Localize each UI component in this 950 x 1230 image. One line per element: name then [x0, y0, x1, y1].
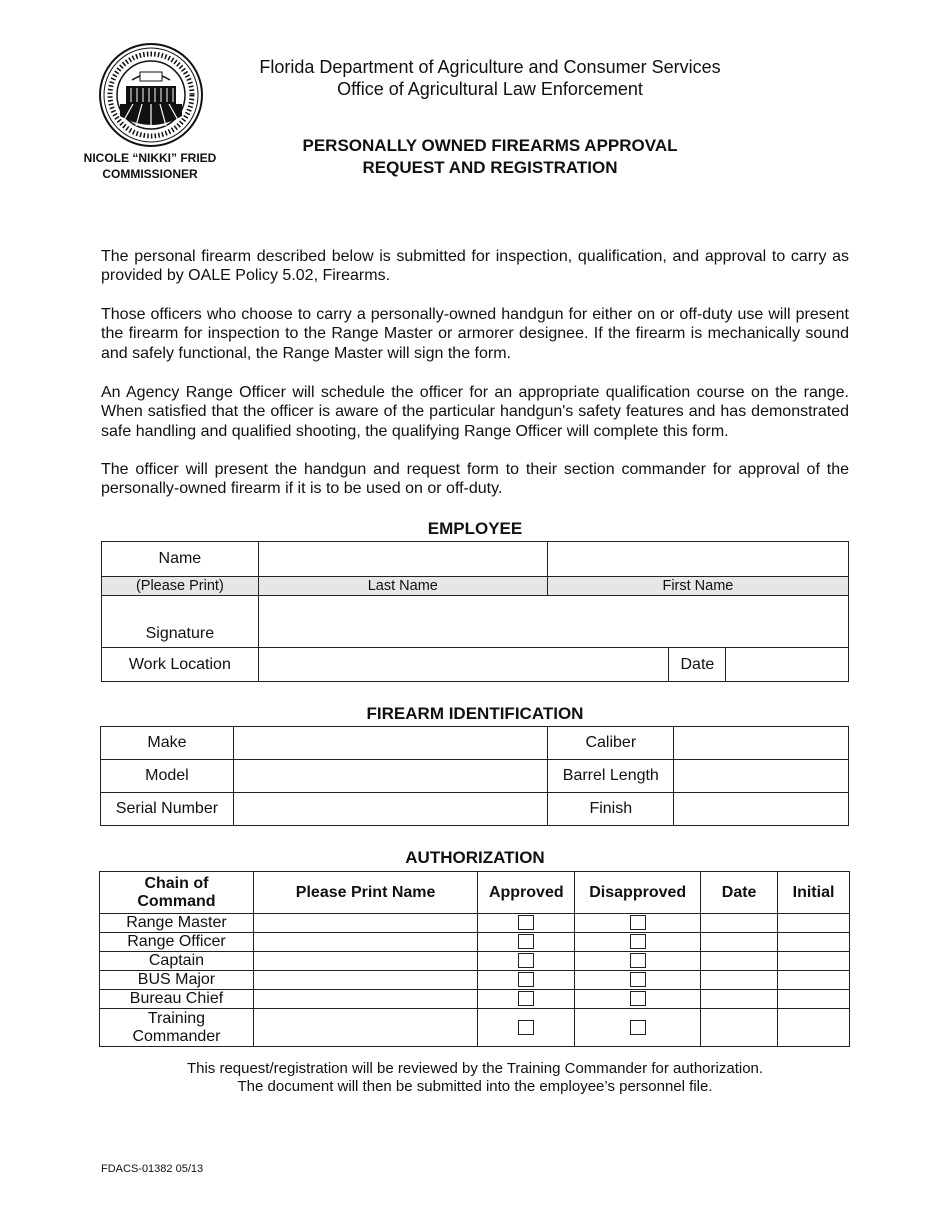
form-title-line2: REQUEST AND REGISTRATION — [362, 158, 618, 177]
intro-paragraph-3: An Agency Range Officer will schedule the officer for an appropriate qualification course on the range. When satisfied that the officer is aware of the particular handgun's safety features and has demonstrated safe handling and qualified shooting, the qualifying Range Officer will complete this form. — [101, 384, 849, 440]
work-location-field[interactable] — [258, 648, 669, 682]
role-range-officer: Range Officer — [100, 933, 254, 952]
model-field[interactable] — [233, 760, 547, 793]
intro-paragraph-4: The officer will present the handgun and request form to their section commander for approval of the personally-owned firearm if it is to be used on or off-duty. — [101, 461, 849, 498]
barrel-length-label: Barrel Length — [548, 760, 674, 793]
disapproved-checkbox[interactable] — [630, 915, 646, 930]
intro-paragraph-2: Those officers who choose to carry a personally-owned handgun for either on or off-duty use will present the firearm for inspection to the Range Master or armorer designee. If the firearm is mechanically sound and safely functional, the Range Master will sign the form. — [101, 306, 849, 362]
agency-heading — [210, 56, 770, 100]
review-note — [101, 1060, 849, 1096]
approved-checkbox[interactable] — [518, 953, 534, 968]
disapproved-checkbox[interactable] — [630, 953, 646, 968]
firearm-table — [100, 726, 849, 826]
header-date: Date — [701, 872, 778, 914]
name-label: Name — [102, 542, 259, 577]
disapproved-checkbox[interactable] — [630, 991, 646, 1006]
make-label: Make — [101, 727, 234, 760]
barrel-length-field[interactable] — [674, 760, 849, 793]
role-captain: Captain — [100, 952, 254, 971]
initial-field[interactable] — [778, 971, 850, 990]
intro-paragraph-1: The personal firearm described below is submitted for inspection, qualification, and approval to carry as provided by OALE Policy 5.02, Firearms. — [101, 248, 849, 285]
disapproved-checkbox[interactable] — [630, 1020, 646, 1035]
form-title — [210, 135, 770, 179]
table-row — [100, 914, 850, 933]
role-bureau-chief: Bureau Chief — [100, 990, 254, 1009]
office-name: Office of Agricultural Law Enforcement — [337, 79, 643, 99]
print-name-field[interactable] — [253, 933, 477, 952]
header-initial: Initial — [778, 872, 850, 914]
approved-checkbox[interactable] — [518, 972, 534, 987]
date-label: Date — [669, 648, 726, 682]
print-name-field[interactable] — [253, 971, 477, 990]
table-row — [100, 933, 850, 952]
role-range-master: Range Master — [100, 914, 254, 933]
table-row — [100, 971, 850, 990]
commissioner-title: COMMISSIONER — [102, 167, 198, 181]
initial-field[interactable] — [778, 933, 850, 952]
first-name-field[interactable] — [547, 542, 848, 577]
date-field[interactable] — [701, 990, 778, 1009]
disapproved-checkbox[interactable] — [630, 972, 646, 987]
last-name-field[interactable] — [258, 542, 547, 577]
review-note-line1: This request/registration will be reviewed by the Training Commander for authorization. — [186, 1060, 764, 1077]
print-name-field[interactable] — [253, 952, 477, 971]
commissioner-name: NICOLE “NIKKI” FRIED — [83, 151, 217, 165]
authorization-table — [99, 871, 850, 1047]
firearm-section-title: FIREARM IDENTIFICATION — [366, 704, 584, 723]
print-name-field[interactable] — [253, 1009, 477, 1047]
employee-table — [101, 541, 849, 682]
model-label: Model — [101, 760, 234, 793]
last-name-label: Last Name — [258, 577, 547, 596]
header-chain-of-command: Chain of Command — [100, 872, 254, 914]
department-seal — [98, 42, 204, 148]
date-field[interactable] — [701, 971, 778, 990]
make-field[interactable] — [233, 727, 547, 760]
serial-number-field[interactable] — [233, 793, 547, 826]
role-training-commander: Training Commander — [100, 1009, 254, 1047]
table-row — [100, 1009, 850, 1047]
disapproved-checkbox[interactable] — [630, 934, 646, 949]
initial-field[interactable] — [778, 1009, 850, 1047]
caliber-field[interactable] — [674, 727, 849, 760]
review-note-line2: The document will then be submitted into the employee’s personnel file. — [237, 1078, 713, 1095]
table-row — [100, 952, 850, 971]
caliber-label: Caliber — [548, 727, 674, 760]
approved-checkbox[interactable] — [518, 934, 534, 949]
initial-field[interactable] — [778, 952, 850, 971]
table-row — [100, 990, 850, 1009]
approved-checkbox[interactable] — [518, 991, 534, 1006]
role-bus-major: BUS Major — [100, 971, 254, 990]
header-disapproved: Disapproved — [575, 872, 701, 914]
date-field[interactable] — [701, 933, 778, 952]
first-name-label: First Name — [547, 577, 848, 596]
serial-number-label: Serial Number — [101, 793, 234, 826]
header-approved: Approved — [478, 872, 575, 914]
agency-name: Florida Department of Agriculture and Consumer Services — [259, 57, 721, 77]
header-print-name: Please Print Name — [253, 872, 477, 914]
work-location-label: Work Location — [102, 648, 259, 682]
date-field[interactable] — [701, 952, 778, 971]
form-code: FDACS-01382 05/13 — [101, 1163, 204, 1175]
initial-field[interactable] — [778, 990, 850, 1009]
approved-checkbox[interactable] — [518, 915, 534, 930]
signature-field[interactable] — [258, 596, 848, 648]
signature-label: Signature — [102, 596, 259, 648]
print-name-field[interactable] — [253, 990, 477, 1009]
print-name-field[interactable] — [253, 914, 477, 933]
form-title-line1: PERSONALLY OWNED FIREARMS APPROVAL — [302, 136, 678, 155]
date-field[interactable] — [701, 914, 778, 933]
initial-field[interactable] — [778, 914, 850, 933]
authorization-section-title: AUTHORIZATION — [405, 848, 545, 867]
date-field[interactable] — [701, 1009, 778, 1047]
finish-label: Finish — [548, 793, 674, 826]
employee-section-title: EMPLOYEE — [427, 519, 523, 538]
approved-checkbox[interactable] — [518, 1020, 534, 1035]
date-field[interactable] — [726, 648, 849, 682]
finish-field[interactable] — [674, 793, 849, 826]
please-print-label: (Please Print) — [102, 577, 259, 596]
